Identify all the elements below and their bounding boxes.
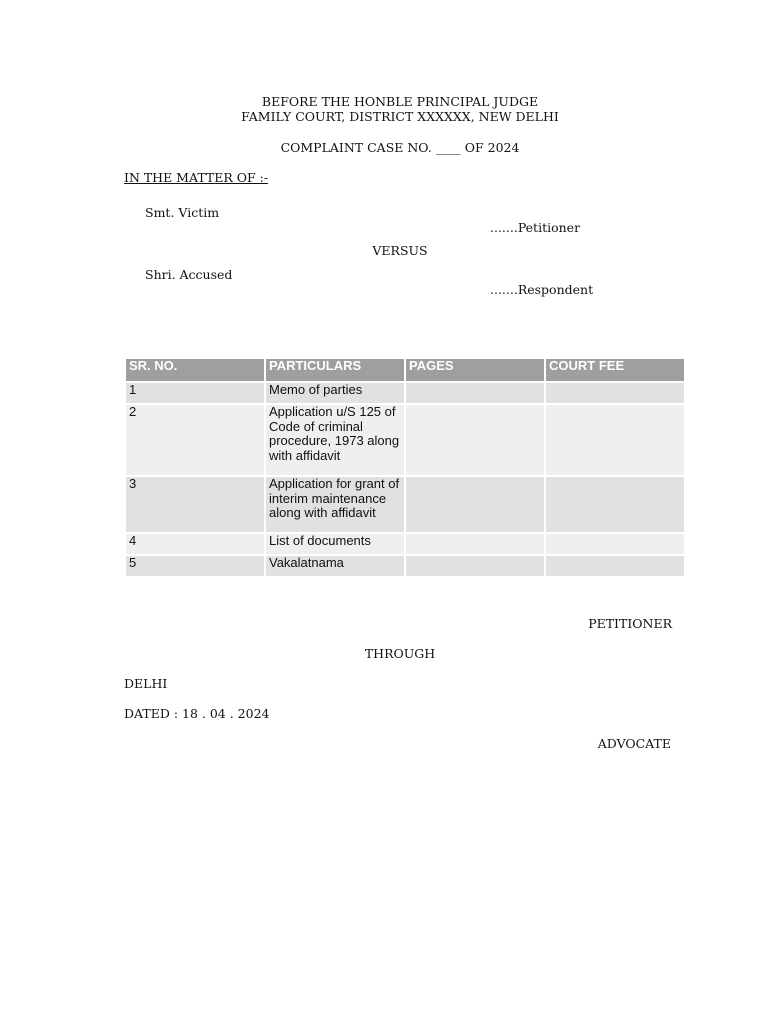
row-pages: [405, 476, 545, 533]
respondent-role: .......Respondent: [490, 282, 594, 297]
row-court-fee: [545, 382, 685, 404]
row-sr-no: 5: [125, 555, 265, 577]
index-table: [124, 357, 686, 578]
table-header-row: [125, 358, 685, 382]
row-sr-no: 2: [125, 404, 265, 476]
dated-label: DATED : 18 . 04 . 2024: [124, 706, 270, 721]
column-header-sr-no: SR. NO.: [125, 358, 265, 382]
row-court-fee: [545, 555, 685, 577]
row-sr-no: 1: [125, 382, 265, 404]
row-court-fee: [545, 404, 685, 476]
through-label: THROUGH: [364, 646, 436, 661]
row-pages: [405, 555, 545, 577]
row-sr-no: 3: [125, 476, 265, 533]
versus-label: VERSUS: [372, 243, 428, 258]
court-heading-line2: FAMILY COURT, DISTRICT XXXXXX, NEW DELHI: [241, 109, 559, 124]
row-particulars: Vakalatnama: [265, 555, 405, 577]
column-header-particulars: PARTICULARS: [265, 358, 405, 382]
row-court-fee: [545, 476, 685, 533]
row-pages: [405, 533, 545, 555]
table-row: [125, 533, 685, 555]
column-header-pages: PAGES: [405, 358, 545, 382]
row-court-fee: [545, 533, 685, 555]
table-row: [125, 382, 685, 404]
row-pages: [405, 404, 545, 476]
row-particulars: List of documents: [265, 533, 405, 555]
advocate-signature-label: ADVOCATE: [597, 736, 671, 751]
court-heading-line1: BEFORE THE HONBLE PRINCIPAL JUDGE: [261, 94, 539, 109]
row-particulars: Memo of parties: [265, 382, 405, 404]
petitioner-signature-label: PETITIONER: [588, 616, 672, 631]
place-label: DELHI: [124, 676, 168, 691]
case-number: COMPLAINT CASE NO. ____ OF 2024: [280, 140, 520, 155]
table-row: [125, 404, 685, 476]
column-header-court-fee: COURT FEE: [545, 358, 685, 382]
matter-heading: IN THE MATTER OF :-: [124, 170, 269, 185]
respondent-name: Shri. Accused: [145, 267, 233, 282]
row-sr-no: 4: [125, 533, 265, 555]
petitioner-name: Smt. Victim: [145, 205, 220, 220]
row-pages: [405, 382, 545, 404]
row-particulars: Application for grant of interim maintenance along with affidavit: [265, 476, 405, 533]
petitioner-role: .......Petitioner: [490, 220, 581, 235]
row-particulars: Application u/S 125 of Code of criminal procedure, 1973 along with affidavit: [265, 404, 405, 476]
table-row: [125, 476, 685, 533]
table-row: [125, 555, 685, 577]
